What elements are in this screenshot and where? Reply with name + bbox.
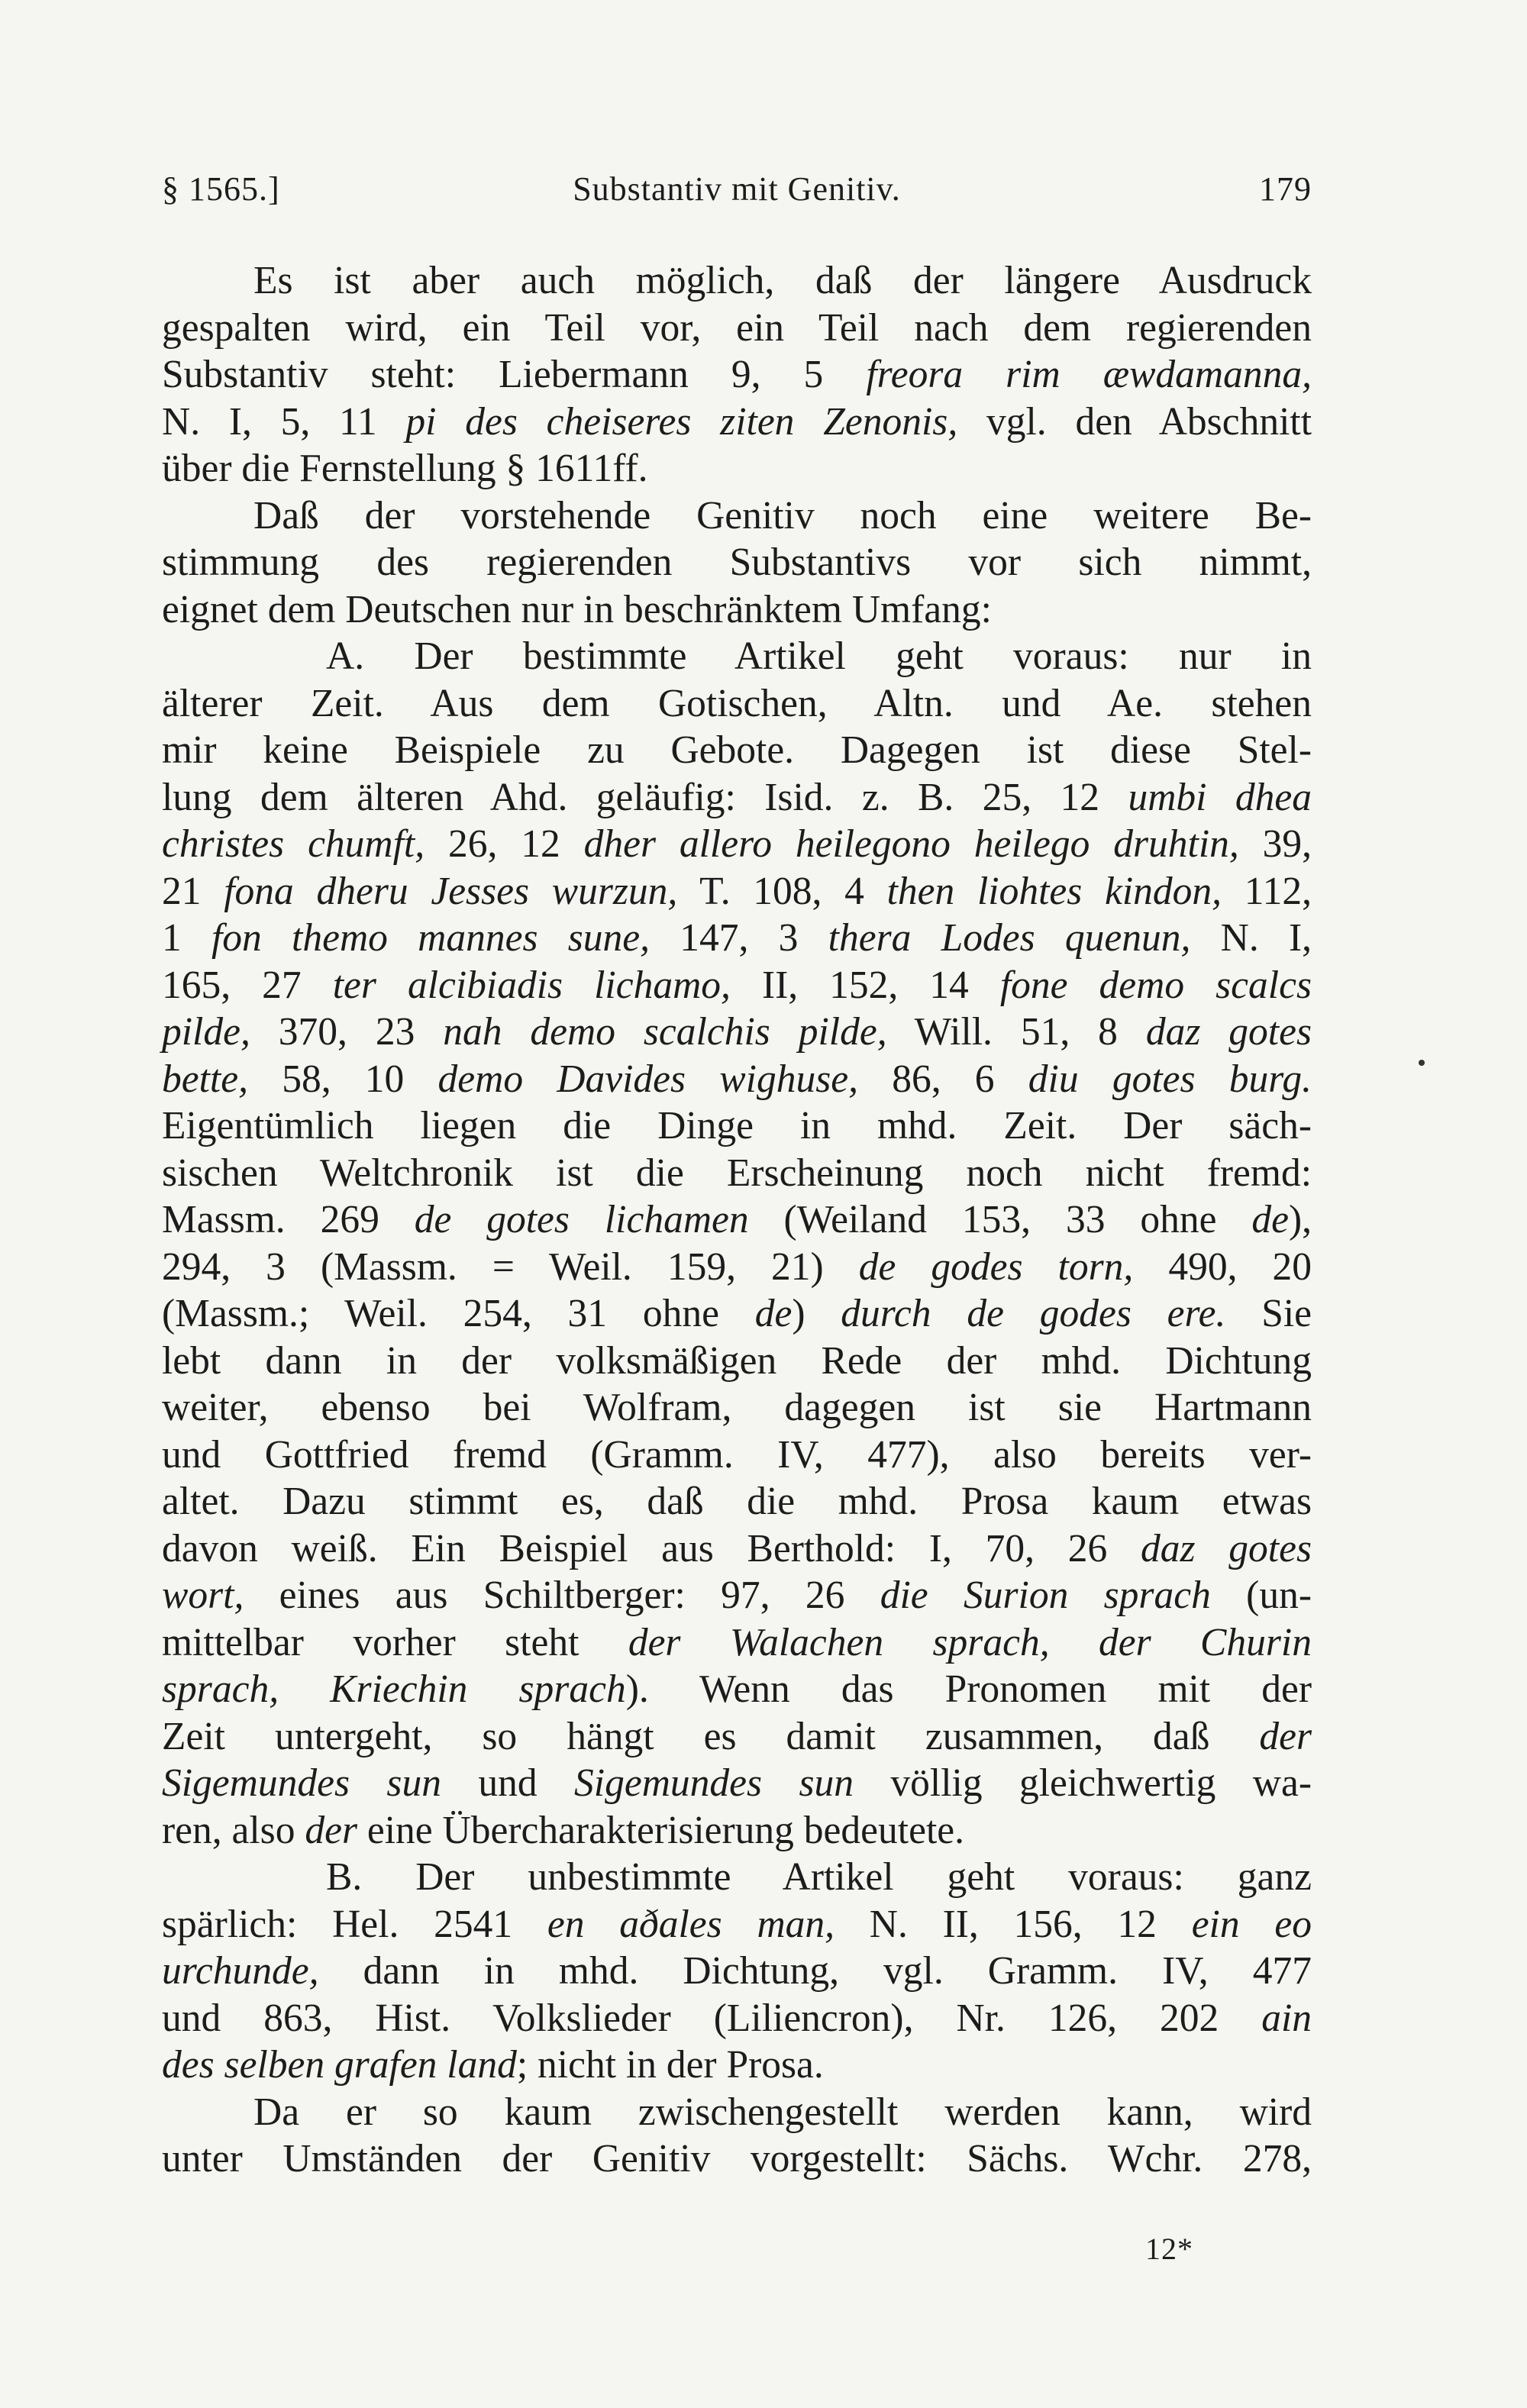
text-run: 147, 3 — [650, 916, 828, 960]
text-run: Will. 51, 8 — [886, 1010, 1146, 1054]
text-run: 490, 20 — [1133, 1244, 1312, 1289]
text-line — [162, 1948, 1312, 1995]
text-line — [162, 2042, 1312, 2089]
citation-italic: die Surion sprach — [880, 1574, 1211, 1617]
citation-italic: fone demo scalcs — [999, 963, 1312, 1007]
text-line — [162, 868, 1312, 915]
text-run: 86, 6 — [857, 1057, 1028, 1101]
citation-italic: ein eo — [1191, 1902, 1312, 1946]
text-run: Massm. 269 — [162, 1198, 415, 1241]
text-line — [162, 1009, 1312, 1056]
text-line — [162, 399, 1312, 446]
text-run: 21 — [162, 869, 224, 913]
text-line — [162, 1150, 1312, 1197]
text-line — [162, 1196, 1312, 1244]
text-run: eines aus Schiltberger: 97, 26 — [244, 1574, 880, 1617]
citation-italic: bette, — [162, 1057, 248, 1101]
citation-italic: de — [1251, 1198, 1289, 1241]
text-line — [162, 774, 1312, 821]
text-run: sischen Weltchronik ist die Erscheinung noch nicht fremd: — [162, 1151, 1312, 1195]
citation-italic: de godes torn, — [858, 1244, 1134, 1289]
text-line — [162, 821, 1312, 868]
text-run: über die Fernstellung § 1611ff. — [162, 447, 648, 490]
text-run: gespalten wird, ein Teil vor, ein Teil nach dem regierenden — [162, 305, 1312, 350]
text-run: Daß der vorstehende Genitiv noch eine weitere Be- — [253, 493, 1312, 537]
text-run: 112, — [1222, 869, 1312, 913]
citation-italic: wort, — [162, 1574, 244, 1617]
citation-italic: ain — [1261, 1996, 1312, 2040]
text-line — [162, 1901, 1312, 1948]
citation-italic: urchunde, — [162, 1949, 319, 1993]
text-line — [162, 633, 1312, 680]
citation-italic: fon themo mannes sune, — [211, 916, 651, 960]
text-run: völlig gleichwertig wa- — [854, 1761, 1312, 1805]
text-line — [162, 1056, 1312, 1103]
text-run: ; nicht in der Prosa. — [516, 2043, 824, 2087]
page-number: 179 — [1259, 170, 1312, 208]
text-line — [162, 1760, 1312, 1807]
chapter-title: Substantiv mit Genitiv. — [573, 170, 901, 208]
signature-mark: 12* — [1145, 2232, 1193, 2266]
text-run: 294, 3 (Massm. = Weil. 159, 21) — [162, 1244, 859, 1289]
text-run: mir keine Beispiele zu Gebote. Dagegen ist diese Stel- — [162, 728, 1312, 772]
text-run: davon weiß. Ein Beispiel aus Berthold: I, 70, 26 — [162, 1526, 1141, 1570]
text-run: (Massm.; Weil. 254, 31 ohne — [162, 1292, 755, 1335]
text-run: Sie — [1225, 1292, 1312, 1335]
text-line — [162, 1619, 1312, 1667]
citation-italic: christes chumft, — [162, 822, 425, 866]
text-line — [162, 1384, 1312, 1432]
text-line — [162, 1338, 1312, 1385]
text-run: T. 108, 4 — [677, 869, 887, 913]
text-run: 39, — [1238, 822, 1312, 866]
text-line — [162, 351, 1312, 399]
text-run: und Gottfried fremd (Gramm. IV, 477), also bereits ver- — [162, 1432, 1312, 1477]
citation-italic: fona dheru Jesses wurzun, — [224, 869, 678, 913]
citation-italic: daz gotes — [1141, 1526, 1312, 1570]
citation-italic: diu gotes burg. — [1028, 1057, 1312, 1101]
text-line — [162, 1713, 1312, 1761]
text-line — [162, 2135, 1312, 2183]
text-line — [162, 1572, 1312, 1619]
text-line — [162, 1432, 1312, 1479]
citation-italic: des selben grafen land — [162, 2043, 517, 2087]
text-line — [162, 492, 1312, 540]
citation-italic: pilde, — [162, 1010, 250, 1054]
text-run: Es ist aber auch möglich, daß der längere Ausdruck — [253, 259, 1312, 302]
citation-italic: der — [305, 1808, 357, 1852]
text-run: Eigentümlich liegen die Dinge in mhd. Zeit. Der säch- — [162, 1104, 1312, 1148]
text-run: unter Umständen der Genitiv vorgestellt: Sächs. Wchr. 278, — [162, 2137, 1312, 2180]
text-line — [162, 1666, 1312, 1713]
text-run: N. II, 156, 12 — [835, 1902, 1192, 1946]
citation-italic: thera Lodes quenun, — [828, 916, 1191, 960]
text-run: mittelbar vorher steht — [162, 1620, 628, 1664]
text-run: eignet dem Deutschen nur in beschränktem Umfang: — [162, 587, 992, 631]
text-run: A. Der bestimmte Artikel geht voraus: nur in — [326, 634, 1312, 678]
text-run: lebt dann in der volksmäßigen Rede der mhd. Dichtung — [162, 1338, 1312, 1383]
text-run: B. Der unbestimmte Artikel geht voraus: ganz — [326, 1855, 1312, 1899]
citation-italic: dher allero heilegono heilego druhtin, — [583, 822, 1239, 866]
citation-italic: daz gotes — [1145, 1010, 1312, 1054]
text-line — [162, 586, 1312, 634]
citation-italic: sprach, Kriechin sprach — [162, 1667, 626, 1711]
text-run: altet. Dazu stimmt es, daß die mhd. Prosa kaum etwas — [162, 1480, 1312, 1523]
print-speck — [1419, 1060, 1425, 1066]
text-run: und 863, Hist. Volkslieder (Liliencron), Nr. 126, 202 — [162, 1996, 1262, 2040]
citation-italic: nah demo scalchis pilde, — [443, 1010, 887, 1054]
text-run: 26, 12 — [425, 822, 584, 866]
citation-italic: umbi dhea — [1128, 775, 1312, 819]
body-text — [162, 257, 1312, 2183]
citation-italic: de — [754, 1292, 793, 1335]
text-line — [162, 727, 1312, 774]
text-line — [162, 680, 1312, 728]
text-line — [162, 1290, 1312, 1338]
citation-italic: durch de godes ere. — [841, 1292, 1226, 1335]
text-line — [162, 539, 1312, 586]
text-run: ), — [1288, 1198, 1312, 1241]
text-run: 165, 27 — [162, 963, 333, 1007]
text-run: N. I, — [1190, 916, 1312, 960]
running-head — [162, 169, 1312, 212]
text-run: Substantiv steht: Liebermann 9, 5 — [162, 353, 867, 396]
citation-italic: freora rim æwdamanna, — [866, 353, 1312, 396]
citation-italic: pi des cheiseres ziten Zenonis, — [405, 399, 958, 444]
section-reference: § 1565.] — [162, 170, 280, 208]
text-run: (Weiland 153, 33 ohne — [748, 1198, 1252, 1241]
text-run: ). Wenn das Pronomen mit der — [625, 1667, 1312, 1711]
text-run: 370, 23 — [250, 1010, 444, 1054]
text-run: dann in mhd. Dichtung, vgl. Gramm. IV, 477 — [318, 1949, 1312, 1993]
text-run: Zeit untergeht, so hängt es damit zusammen, daß — [162, 1714, 1260, 1758]
text-line — [162, 1525, 1312, 1573]
citation-italic: then liohtes kindon, — [886, 869, 1222, 913]
citation-italic: en aðales man, — [547, 1902, 835, 1946]
text-run: älterer Zeit. Aus dem Gotischen, Altn. und Ae. stehen — [162, 681, 1312, 725]
text-run: weiter, ebenso bei Wolfram, dagegen ist sie Hartmann — [162, 1386, 1312, 1429]
text-line — [162, 1244, 1312, 1291]
text-run: eine Übercharakterisierung bedeutete. — [357, 1808, 964, 1852]
text-line — [162, 2089, 1312, 2136]
text-run: Da er so kaum zwischengestellt werden kann, wird — [253, 2090, 1312, 2134]
text-run: ren, also — [162, 1808, 305, 1852]
citation-italic: der Walachen sprach, der Churin — [628, 1620, 1312, 1664]
citation-italic: demo Davides wighuse, — [437, 1057, 858, 1101]
text-line — [162, 257, 1312, 305]
text-line — [162, 1102, 1312, 1150]
citation-italic: ter alcibiadis lichamo, — [332, 963, 731, 1007]
text-line — [162, 305, 1312, 352]
text-run: lung dem älteren Ahd. geläufig: Isid. z. B. 25, 12 — [162, 775, 1128, 819]
text-run: spärlich: Hel. 2541 — [162, 1902, 547, 1946]
text-run: ) — [792, 1292, 841, 1335]
text-line — [162, 962, 1312, 1009]
text-run: stimmung des regierenden Substantivs vor sich nimmt, — [162, 541, 1312, 584]
text-run: 58, 10 — [247, 1057, 438, 1101]
text-line — [162, 915, 1312, 962]
text-run: und — [441, 1761, 575, 1805]
text-run: (un- — [1210, 1574, 1312, 1617]
text-run: vgl. den Abschnitt — [957, 399, 1312, 444]
citation-italic: der — [1259, 1714, 1312, 1758]
text-run: 1 — [162, 916, 211, 960]
citation-italic: Sigemundes sun — [574, 1761, 854, 1805]
text-line — [162, 1478, 1312, 1525]
text-line — [162, 445, 1312, 492]
citation-italic: de gotes lichamen — [414, 1198, 749, 1241]
text-line — [162, 1807, 1312, 1854]
text-run: II, 152, 14 — [730, 963, 1000, 1007]
citation-italic: Sigemundes sun — [162, 1761, 441, 1805]
text-line — [162, 1854, 1312, 1901]
text-line — [162, 1995, 1312, 2042]
text-run: N. I, 5, 11 — [162, 399, 406, 444]
